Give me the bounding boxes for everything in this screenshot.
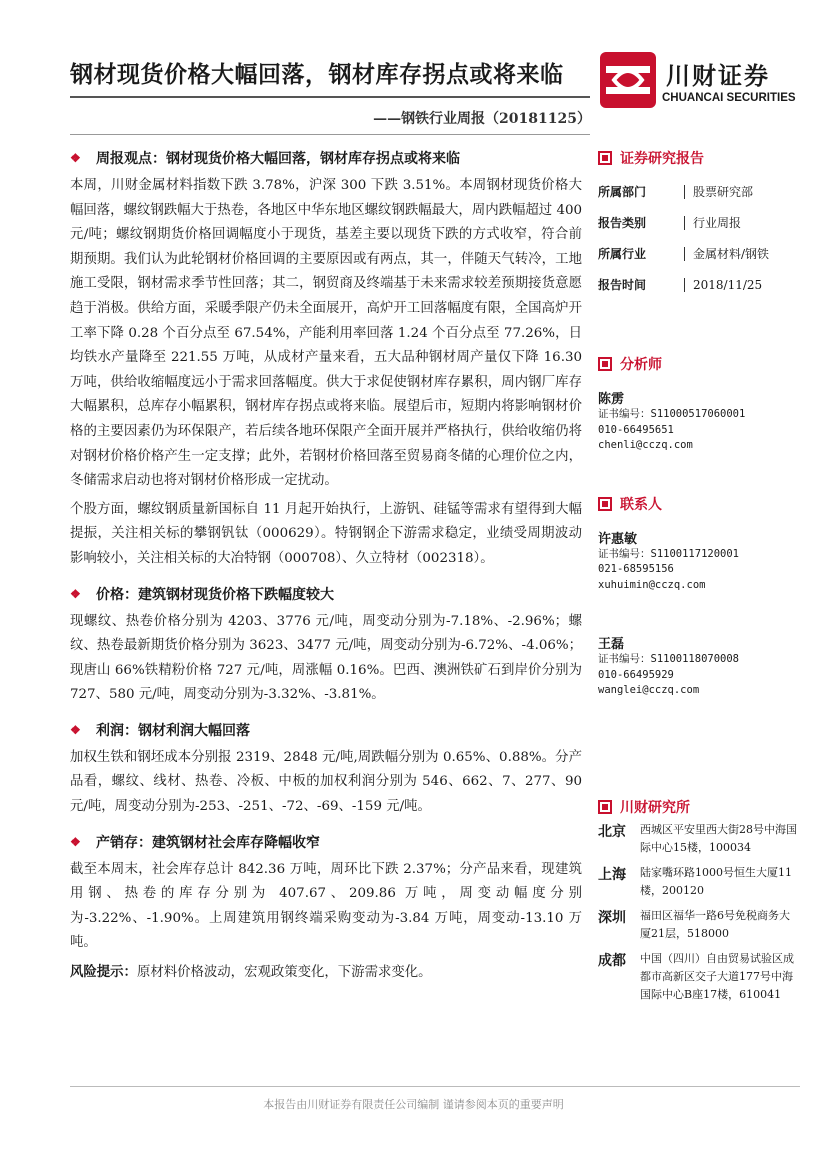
paragraph: 截至本周末，社会库存总计 842.36 万吨，周环比下跌 2.37%；分产品来看，现建筑用钢、热卷的库存分别为 407.67、209.86 万吨，周变动幅度分别为-3.22%、-1.90%。上周建筑用钢终端采购变动为-3.84 万吨，周变动-13.10 万吨。 (70, 861, 582, 951)
report-title: 钢材现货价格大幅回落，钢材库存拐点或将来临 (70, 61, 564, 88)
paragraph: 现螺纹、热卷价格分别为 4203、3776 元/吨，周变动分别为-7.18%、-2.96%；螺纹、热卷最新期货价格分别为 3623、3477 元/吨，周变动分别为-6.72%、-4.06%；现唐山 66%铁精粉价格 727 元/吨，周涨幅 0.16%。巴西、澳洲铁矿石到岸价分别为 727、580 元/吨，周变动分别为-3.32%、-3.81%。 (70, 613, 582, 703)
meta-row: 所属部门 股票研究部 (598, 184, 754, 199)
diamond-bullet-icon: ❖ (70, 834, 81, 849)
header-bottom-rule (70, 134, 590, 135)
diamond-bullet-icon: ❖ (70, 722, 81, 737)
logo-chinese-name: 川财证券 (666, 62, 770, 90)
contact-name: 王磊 (598, 637, 625, 652)
meta-row: 报告类别 行业周报 (598, 215, 742, 230)
diamond-bullet-icon: ❖ (70, 151, 81, 165)
office-row: 上海 陆家嘴环路1000号恒生大厦11楼，200120 (598, 865, 792, 897)
analyst-phone: 010-66495651 (598, 423, 674, 436)
company-logo (600, 52, 800, 112)
office-row: 深圳 福田区福华一路6号免税商务大厦21层，518000 (598, 908, 790, 940)
diamond-bullet-icon: ❖ (70, 586, 81, 601)
section-heading: ❖ 利润：钢材利润大幅回落 (70, 722, 250, 739)
logo-english-name: CHUANCAI SECURITIES (662, 92, 796, 104)
contact-cert: 证书编号：S1100117120001 (598, 547, 740, 560)
section-heading: ❖ 价格：建筑钢材现货价格下跌幅度较大 (70, 586, 334, 603)
section-heading: ❖ 产销存：建筑钢材社会库存降幅收窄 (70, 834, 320, 851)
meta-row: 所属行业 金属材料/钢铁 (598, 246, 770, 261)
contact-email[interactable]: xuhuimin@cczq.com (598, 578, 706, 591)
footer-disclaimer: 本报告由川财证券有限责任公司编制 谨请参阅本页的重要声明 (263, 1098, 564, 1111)
main-content (70, 146, 582, 990)
footer-rule (70, 1086, 800, 1087)
report-info-heading: 证券研究报告 (598, 146, 803, 170)
contact-heading: 联系人 (598, 492, 803, 516)
contact-name: 许惠敏 (598, 531, 638, 547)
contact-phone: 021-68595156 (598, 563, 674, 575)
institute-heading: 川财研究所 (598, 795, 803, 819)
meta-row: 报告时间 2018/11/25 (598, 277, 763, 292)
square-bullet-icon (598, 357, 612, 371)
paragraph: 本周，川财金属材料指数下跌 3.78%，沪深 300 下跌 3.51%。本周钢材现货价格大幅回落，螺纹钢跌幅大于热卷，各地区中华东地区螺纹钢跌幅最大，周内跌幅超过 400 元/吨；螺纹钢期货价格回调幅度小于现货，基差主要以现货下跌的方式收窄，符合前期预期。我们认为此轮钢材价格回调的主要原因或有两点，其一，伴随天气转冷，工地施工受限，钢材需求季节性回落；其二，钢贸商及终端基于未来需求较差预期接货意愿趋于消极。供给方面，采暖季限产仍未全面展开，高炉开工回落幅度有限，全国高炉开工率下降 0.28 个百分点至 67.54%，产能利用率回落 1.24 个百分点至 77.26%，日均铁水产量降至 221.55 万吨，从成材产量来看，五大品种钢材周产量仅下降 16.30 万吨，供给收缩幅度远小于需求回落幅度。供大于求促使钢材库存累积，周内钢厂库存大幅累积，总库存小幅累积，钢材库存拐点或将来临。展望后市，短期内将影响钢材价格的主要因素仍为环保限产，若后续各地环保限产全面开展并严格执行，供给收缩仍将对钢材价格价格产生一定支撑；此外，若钢材价格回落至贸易商冬储的心理价位之内，冬储需求启动也将对钢材价格形成一定扰动。 (70, 178, 582, 489)
contact-cert: 证书编号：S1100118070008 (598, 653, 740, 665)
section-heading: ❖ 周报观点：钢材现货价格大幅回落，钢材库存拐点或将来临 (70, 151, 460, 167)
paragraph: 加权生铁和钢坯成本分别报 2319、2848 元/吨,周跌幅分别为 0.65%、0.88%。分产品看，螺纹、线材、热卷、冷板、中板的加权利润分别为 546、662、7、277、90 元/吨，周变动分别为-253、-251、-72、-69、-159 元/吨。 (70, 749, 582, 815)
analyst-name: 陈雳 (598, 392, 625, 407)
sidebar (598, 146, 803, 1011)
analyst-email[interactable]: chenli@cczq.com (598, 439, 693, 451)
analyst-heading: 分析师 (598, 352, 803, 376)
office-row: 成都 中国（四川）自由贸易试验区成都市高新区交子大道177号中海国际中心B座17楼，610041 (598, 951, 794, 1001)
contact-phone: 010-66495929 (598, 668, 674, 681)
risk-warning: 风险提示：原材料价格波动，宏观政策变化，下游需求变化。 (70, 964, 432, 981)
square-bullet-icon (598, 800, 612, 814)
square-bullet-icon (598, 497, 612, 511)
paragraph: 个股方面，螺纹钢质量新国标自 11 月起开始执行，上游钒、硅锰等需求有望得到大幅提振，关注相关标的攀钢钒钛（000629）。特钢钢企下游需求稳定，业绩受周期波动影响较小，关注相关标的大冶特钢（000708）、久立特材（002318）。 (70, 501, 582, 566)
header-rule (70, 96, 590, 98)
office-row: 北京 西城区平安里西大街28号中海国际中心15楼，100034 (598, 822, 797, 854)
analyst-cert: 证书编号：S1100051706000​1 (598, 408, 746, 420)
square-bullet-icon (598, 151, 612, 165)
report-subtitle: ——钢铁行业周报（20181125） (373, 111, 591, 127)
contact-email[interactable]: wanglei@cczq.com (598, 684, 700, 696)
logo-mark-icon (600, 52, 656, 108)
